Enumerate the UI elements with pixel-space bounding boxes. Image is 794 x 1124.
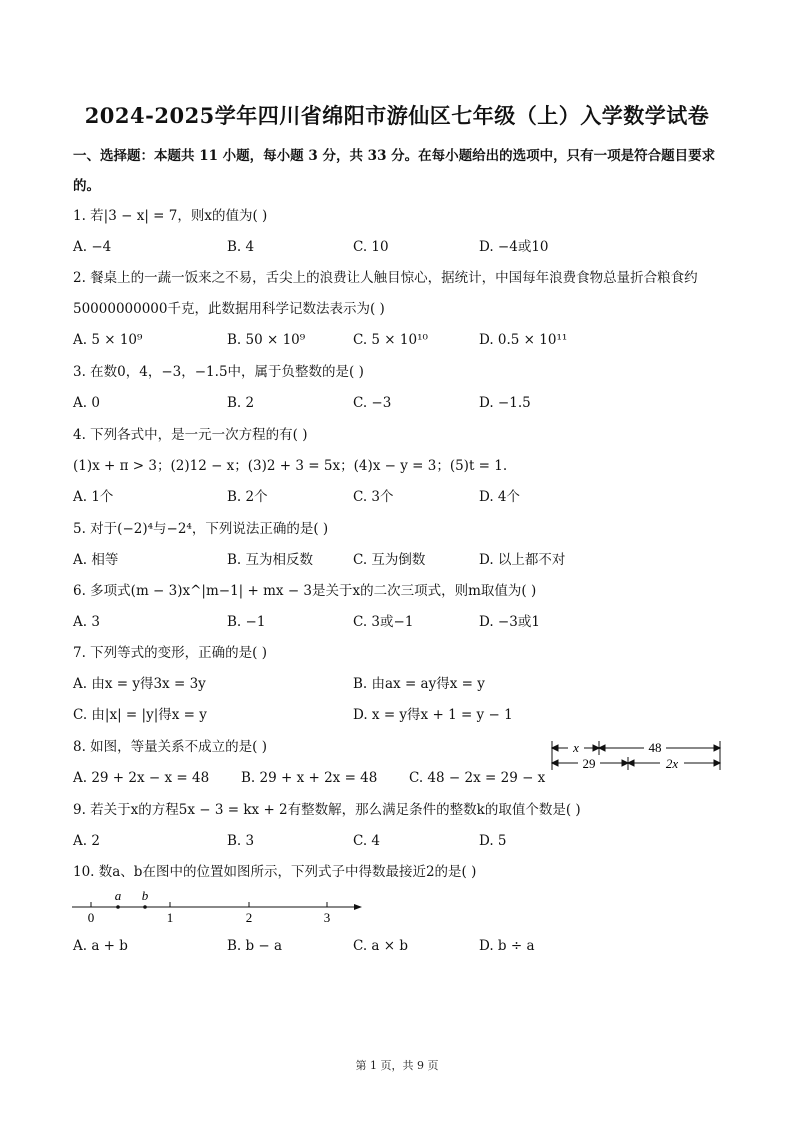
q1-options	[73, 237, 733, 257]
q9-stem: 9. 若关于x的方程5x − 3 = kx + 2有整数解，那么满足条件的整数k的取值个数是( )	[73, 802, 581, 818]
q7-option-c: C. 由|x| = |y|得x = y	[73, 707, 207, 723]
q1-option-c: C. 10	[353, 239, 389, 255]
q5-option-d: D. 以上都不对	[479, 552, 566, 568]
q10-tick-2: 2	[245, 910, 253, 925]
q9-option-d: D. 5	[479, 833, 507, 849]
q4-option-b: B. 2个	[227, 489, 268, 505]
q4-items: (1)x + π > 3；(2)12 − x；(3)2 + 3 = 5x；(4)x − y = 3；(5)t = 1.	[73, 458, 508, 474]
q10-tick-1: 1	[166, 910, 174, 925]
q10-options	[73, 936, 733, 956]
q10-option-d: D. b ÷ a	[479, 938, 535, 954]
q3-options	[73, 393, 733, 413]
page-footer: 第 1 页，共 9 页	[355, 1059, 439, 1072]
q5-option-a: A. 相等	[73, 552, 119, 568]
q1-option-b: B. 4	[227, 239, 255, 255]
q6-options	[73, 612, 733, 632]
q9-option-a: A. 2	[73, 833, 100, 849]
q7-option-d: D. x = y得x + 1 = y − 1	[353, 707, 513, 723]
q8-segment-figure	[548, 738, 724, 774]
q10-tick-0: 0	[87, 910, 95, 925]
q2-stem-line1: 2. 餐桌上的一蔬一饭来之不易，舌尖上的浪费让人触目惊心，据统计，中国每年浪费食物总量折合粮食约	[73, 270, 698, 286]
q10-stem: 10. 数a、b在图中的位置如图所示，下列式子中得数最接近2的是( )	[73, 864, 477, 880]
q5-stem: 5. 对于(−2)⁴与−2⁴，下列说法正确的是( )	[73, 521, 329, 537]
q3-option-b: B. 2	[227, 395, 255, 411]
q10-point-b: b	[141, 888, 149, 903]
q8-option-b: B. 29 + x + 2x = 48	[241, 770, 378, 786]
q4-option-c: C. 3个	[353, 489, 394, 505]
q2-options	[73, 330, 733, 350]
q8-option-c: C. 48 − 2x = 29 − x	[409, 770, 546, 786]
q3-option-d: D. −1.5	[479, 395, 531, 411]
section-heading-line1: 一、选择题：本题共 11 小题，每小题 3 分，共 33 分。在每小题给出的选项中，只有一项是符合题目要求	[73, 148, 716, 164]
q6-option-c: C. 3或−1	[353, 614, 414, 630]
q2-stem-line2: 50000000000千克，此数据用科学记数法表示为( )	[73, 301, 385, 317]
q1-option-a: A. −4	[73, 239, 112, 255]
q10-point-a: a	[114, 888, 122, 903]
section-heading-line2: 的。	[73, 178, 100, 194]
q4-option-a: A. 1个	[73, 489, 114, 505]
q8-label-2x: 2x	[665, 756, 679, 771]
page-title: 2024-2025学年四川省绵阳市游仙区七年级（上）入学数学试卷	[84, 103, 710, 128]
q6-option-b: B. −1	[227, 614, 266, 630]
q2-option-c: C. 5 × 10¹⁰	[353, 332, 428, 348]
q6-option-a: A. 3	[73, 614, 100, 630]
q10-option-a: A. a + b	[73, 938, 128, 954]
q8-label-x: x	[573, 740, 579, 755]
q2-option-d: D. 0.5 × 10¹¹	[479, 332, 568, 348]
q9-options	[73, 831, 733, 851]
q7-option-b: B. 由ax = ay得x = y	[353, 676, 485, 692]
q7-option-a: A. 由x = y得3x = 3y	[73, 676, 206, 692]
q10-tick-3: 3	[323, 910, 331, 925]
q9-option-b: B. 3	[227, 833, 255, 849]
q7-stem: 7. 下列等式的变形，正确的是( )	[73, 645, 267, 661]
q5-options	[73, 550, 733, 570]
q4-option-d: D. 4个	[479, 489, 521, 505]
q3-option-c: C. −3	[353, 395, 392, 411]
q8-stem: 8. 如图，等量关系不成立的是( )	[73, 739, 267, 755]
q10-option-c: C. a × b	[353, 938, 409, 954]
q4-stem: 4. 下列各式中，是一元一次方程的有( )	[73, 427, 308, 443]
q5-option-b: B. 互为相反数	[227, 552, 314, 568]
q8-label-48: 48	[648, 740, 662, 755]
q7-options-row2	[73, 705, 733, 725]
q7-options-row1	[73, 674, 733, 694]
q2-option-a: A. 5 × 10⁹	[73, 332, 143, 348]
q8-label-29: 29	[582, 756, 596, 771]
q1-stem: 1. 若|3 − x| = 7，则x的值为( )	[73, 208, 268, 224]
q8-option-a: A. 29 + 2x − x = 48	[73, 770, 210, 786]
q10-option-b: B. b − a	[227, 938, 283, 954]
q2-option-b: B. 50 × 10⁹	[227, 332, 306, 348]
q10-number-line	[70, 886, 366, 926]
q6-stem: 6. 多项式(m − 3)x^|m−1| + mx − 3是关于x的二次三项式，则m取值为( )	[73, 583, 537, 599]
q3-stem: 3. 在数0，4，−3，−1.5中，属于负整数的是( )	[73, 364, 364, 380]
q9-option-c: C. 4	[353, 833, 381, 849]
q3-option-a: A. 0	[73, 395, 100, 411]
q4-options	[73, 487, 733, 507]
q6-option-d: D. −3或1	[479, 614, 540, 630]
q5-option-c: C. 互为倒数	[353, 552, 426, 568]
q1-option-d: D. −4或10	[479, 239, 549, 255]
